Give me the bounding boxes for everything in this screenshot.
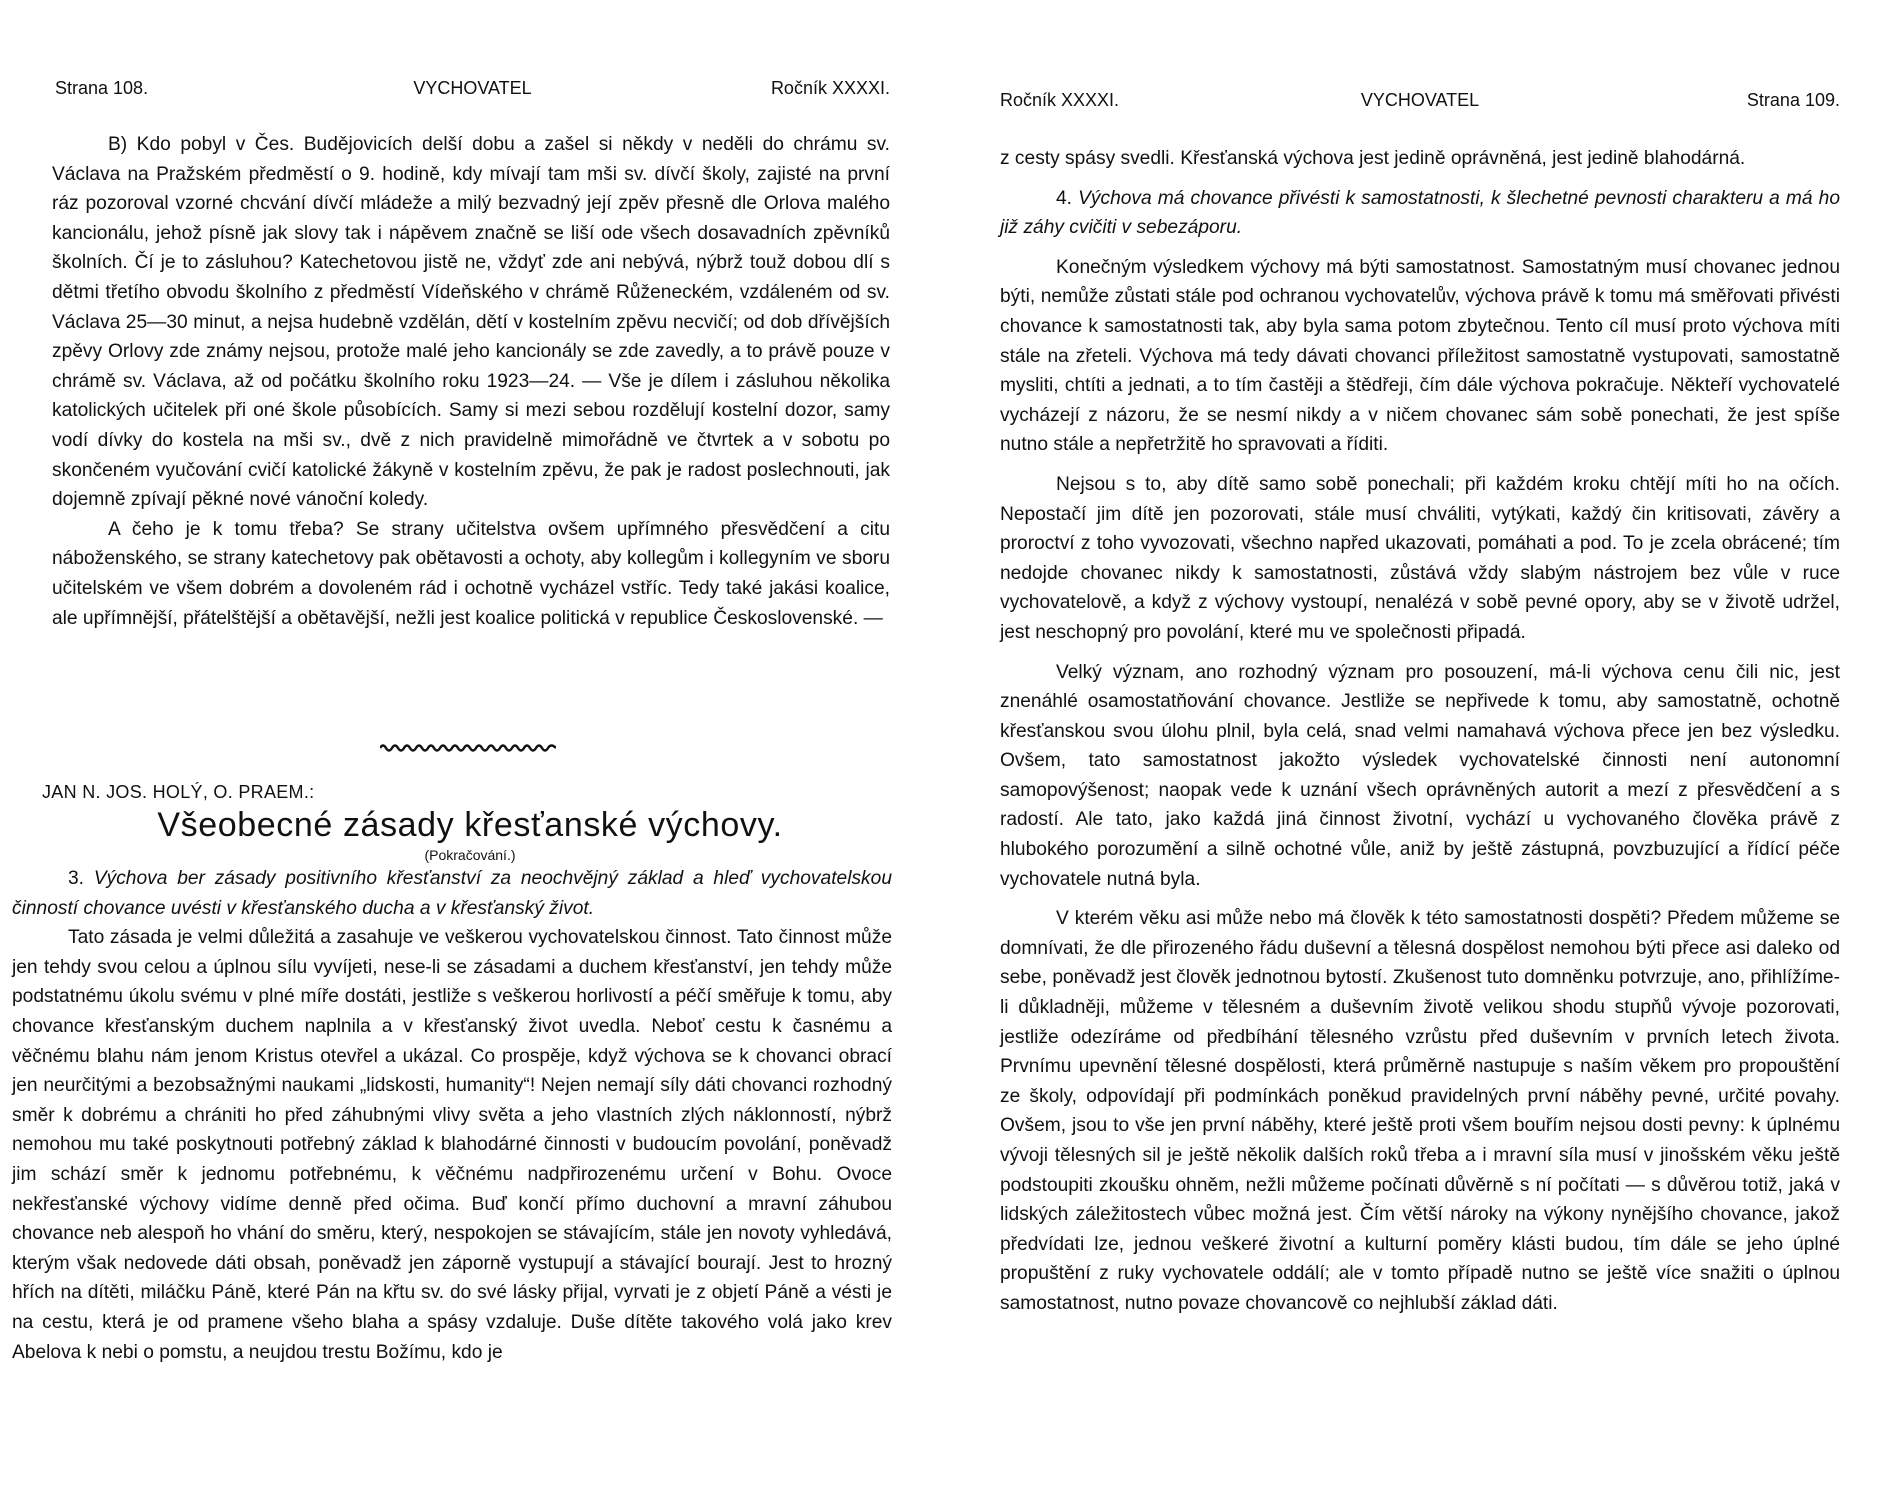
right-page xyxy=(960,0,1880,1500)
journal-title: VYCHOVATEL xyxy=(1360,90,1480,110)
journal-title: VYCHOVATEL xyxy=(413,78,532,98)
text-column-right xyxy=(1000,144,1840,1319)
paragraph: Tato zásada je velmi důležitá a zasahuje ve veškerou vychovatelskou činnost. Tato činnost může jen tehdy svou celou a úplnou sílu vyvíjeti, nese-li se zásadami a duchem křesťanství, jen tehdy může podstatnému úkolu svému v plné míře dostáti, jestliže s veškerou horlivostí a péčí směřuje k tomu, aby chovance křesťanským duchem naplnila a v křesťanský život uvedla. Neboť cestu k časnému a věčnému blahu nám jenom Kristus otevřel a ukázal. Co prospěje, když výchova se k chovanci obrací jen neurčitými a bezobsažnými naukami „lidskosti, humanity“! Nejen nemají síly dáti chovanci rozhodný směr k dobrému a chrániti ho před záhubnými vlivy světa a jeho vlastních zlých náklonností, nýbrž nemohou mu také poskytnouti potřebný základ k blahodárné činnosti v budoucím povolání, poněvadž jim schází směr k jednomu potřebnému, k věčnému nadpřirozenému určení v Bohu. Ovoce nekřesťanské výchovy vidíme denně před očima. Buď končí přímo duchovní a mravní záhubou chovance neb alespoň ho vhání do směru, který, nespokojen se stávajícím, stále jen novoty vyhledává, kterým však nedovede dáti obsah, poněvadž jen záporně vystupují a stávající bourají. Jest to hrozný hřích na dítěti, miláčku Páně, které Pán na křtu sv. do své lásky přijal, vyrvati je z objetí Páně a vésti je na cestu, která je od pramene všeho blaha a spásy vzdaluje. Duše dítěte takového volá jako krev Abelova k nebi o pomstu, a neujdou trestu Božímu, kdo je xyxy=(12,927,892,1363)
principle-text: Výchova má chovance přivésti k samostatnosti, k šlechetné pevnosti charakteru a má ho již záhy cvičiti v sebezáporu. xyxy=(1000,187,1840,239)
principle-3 xyxy=(12,864,892,923)
volume-label: Ročník XXXXI. xyxy=(770,78,890,98)
continued-note: (Pokračování.) xyxy=(424,847,516,863)
page-number: Strana 108. xyxy=(55,78,149,98)
article-title: Všeobecné zásady křesťanské výchovy. xyxy=(157,806,783,844)
article-author: JAN N. JOS. HOLÝ, O. PRAEM.: xyxy=(42,782,315,802)
paragraph: Konečným výsledkem výchovy má býti samostatnost. Samostatným musí chovanec jednou býti, nemůže zůstati stále pod ochranou vychovatelův, výchova právě k tomu má směřovati přivésti chovance k samostatnosti tak, aby byla sama potom zbytečnou. Tento cíl musí proto výchova míti stále na zřeteli. Výchova má tedy dávati chovanci příležitost samostatně vystupovati, samostatně mysliti, chtíti a jednati, a to tím častěji a štědřeji, čím dále výchova pokračuje. Někteří vychovatelé vycházejí z názoru, že se nesmí nikdy a v ničem chovanec sám sobě ponechati, že jest spíše nutno stále a nepřetržitě ho spravovati a říditi. xyxy=(1000,256,1840,456)
running-header-right xyxy=(1000,90,1840,120)
principle-number: 3. xyxy=(68,868,85,889)
wavy-divider xyxy=(380,743,556,753)
paragraph: V kterém věku asi může nebo má člověk k této samostatnosti dospěti? Předem můžeme se domnívati, že dle přirozeného řádu duševní a tělesná dospělost nemohou býti přece asi daleko od sebe, poněvadž jest člověk jednotnou bytostí. Zkušenost tuto domněnku potvrzuje, ano, přihlížíme-li důkladněji, můžeme v tělesném a duševním životě velikou shodu stupňů vývoje pozorovati, jestliže odezíráme od předbíhání tělesného vzrůstu před duševním v prvních letech života. Prvnímu upevnění tělesné dospělosti, která průměrně nastupuje s naším věkem pro propouštění ze školy, odpovídají při podmínkách poněkud pravidelných první náběhy pevné, určité povahy. Ovšem, jsou to vše jen první náběhy, které ještě proti všem bouřím nejsou dosti pevny: k úplnému vývoji tělesných sil je ještě několik dalších roků třeba a i mravní síla musí v jinošském věku ještě podstoupiti zkoušku ohněm, nežli můžeme počínati důvěrně s ní počítati — s důvěrou totiž, jaká v lidských záležitostech vůbec možná jest. Čím větší nároky na výkony nynějšího chovance, jakož předvídati lze, jednou veškeré životní a kulturní poměry klásti budou, tím dále se jeho úplné propuštění z ruky vychovatele oddálí; ale v tomto případě nutno se ještě více snažiti o úplnou samostatnost, nutno povaze chovancově co nejhlubší základ dáti. xyxy=(1000,908,1840,1314)
paragraph: Nejsou s to, aby dítě samo sobě ponechali; při každém kroku chtějí míti ho na očích. Nepostačí jim dítě jen pozorovati, stále musí chváliti, vytýkati, každý čin kritisovati, závěry a proroctví z toho vyvozovati, všechno napřed ukazovati, pomáhati a pod. To je zcela obrácené; tím nedojde chovanec nikdy k samostatnosti, zůstává vždy slabým nástrojem bez vůle v ruce vychovatelově, a když z výchovy vystoupí, nenalézá v sobě pevné opory, aby se v životě udržel, jest neschopný pro povolání, které mu ve společnosti připadá. xyxy=(1000,473,1840,643)
paragraph: B) Kdo pobyl v Čes. Budějovicích delší dobu a zašel si někdy v neděli do chrámu sv. Václava na Pražském předměstí o 9. hodině, kdy mívají tam mši sv. dívčí školy, zajisté na první ráz pozoroval vzorné chcvání dívčí mládeže a milý bezvadný její zpěv přesně dle Orlova malého kancionálu, jehož písně jak slovy tak i nápěvem značně se liší ode všech dosavadních zpěvníků školních. Čí je to zásluhou? Katechetovou jistě ne, vždyť zde ani nebývá, nýbrž touž dobou dlí s dětmi třetího obvodu školního z předměstí Vídeňského v chrámě Růženeckém, vzdáleném od sv. Václava 25—30 minut, a nejsa hudebně vzdělán, dětí v kostelním zpěvu necvičí; od dob dřívějších zpěvy Orlovy zde známy nejsou, protože malé jeho kancionály se zde zavedly, a to právě pouze v chrámě sv. Václava, až od počátku školního roku 1923—24. — Vše je dílem i zásluhou několika katolických učitelek při oné škole působících. Samy si mezi sebou rozdělují kostelní dozor, samy vodí dívky do kostela na mši sv., dvě z nich pravidelně mimořádně ve čtvrtek a v sobotu po skončeném vyučování cvičí katolické žákyně v kostelním zpěvu, že pak je radost poslechnouti, jak dojemně zpívají pěkné nové vánoční koledy. xyxy=(52,134,890,511)
principle-text: Výchova ber zásady positivního křesťanství za neochvějný základ a hleď vychovatelskou činností chovance uvésti v křesťanského ducha a v křesťanský život. xyxy=(12,868,892,919)
volume-label: Ročník XXXXI. xyxy=(1000,90,1120,110)
paragraph-continuation: z cesty spásy svedli. Křesťanská výchova jest jedině oprávněná, jest jedině blahodárná. xyxy=(1000,148,1746,169)
paragraph: A čeho je k tomu třeba? Se strany učitelstva ovšem upřímného přesvědčení a citu náboženského, se strany katechetovy pak obětavosti a ochoty, aby kollegům i kollegyním ve sboru učitelském ve všem dobrém a dovoleném rád i ochotně vycházel vstříc. Tedy také jakási koalice, ale upřímnější, přátelštější a obětavější, nežli jest koalice politická v republice Československé. — xyxy=(52,518,890,629)
paragraph: Velký význam, ano rozhodný význam pro posouzení, má-li výchova cenu čili nic, jest znenáhlé osamostatňování chovance. Jestliže se nepřivede k tomu, aby samostatně, ochotně křesťanskou svou úlohu plnil, byla celá, snad velmi namahavá výchova přece jen bez výsledku. Ovšem, tato samostatnost jakožto výsledek vychovatelské činnosti není autonomní samopovýšenost; naopak vede k uznání všech oprávněných autorit a mezí z přesvědčení a s radostí. Ale tato, jako každá jiná činnost životní, vychází u vychovaného člověka právě z hlubokého porozumění a silně ochotné vůle, aniž by ještě zástupná, povzbuzující a řídící péče vychovatele nutná byla. xyxy=(1000,661,1840,890)
running-header-left xyxy=(55,78,890,108)
principle-number: 4. xyxy=(1056,187,1073,209)
page-number: Strana 109. xyxy=(1746,90,1840,110)
principle-4 xyxy=(1000,184,1840,243)
text-column-article xyxy=(12,864,892,1367)
text-column-top xyxy=(52,130,890,633)
